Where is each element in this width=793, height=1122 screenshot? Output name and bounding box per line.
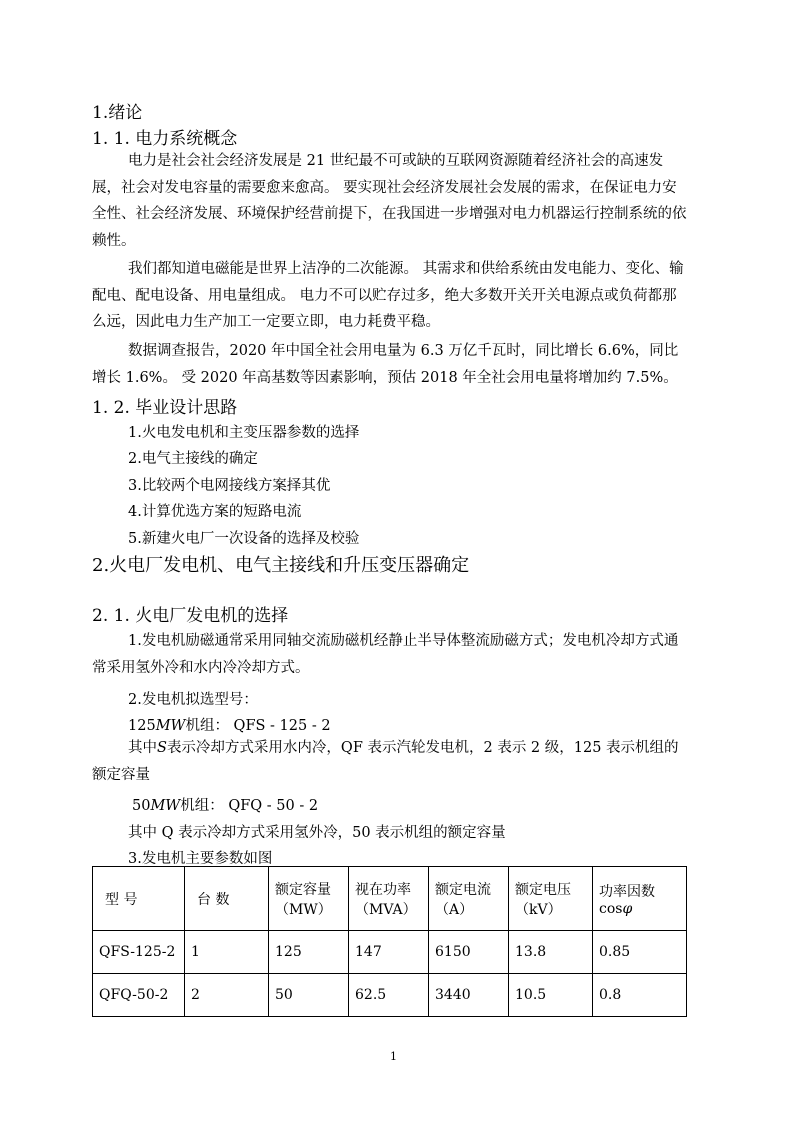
- paragraph-3: 数据调查报告，2020 年中国全社会用电量为 6.3 万亿千瓦时，同比增长 6.6%，同比增长 1.6%。 受 2020 年高基数等因素影响，预估 2018 年全社会用电量将增加约 7.5%。: [92, 343, 679, 386]
- section-2-title: 2.火电厂发电机、电气主接线和升压变压器确定: [92, 555, 470, 576]
- model-1-capacity: 125: [128, 718, 156, 734]
- list-item: 4.计算优选方案的短路电流: [128, 504, 302, 520]
- paragraph-5: 2.发电机拟选型号：: [128, 692, 258, 708]
- list-item: 5.新建火电厂一次设备的选择及校验: [128, 531, 360, 547]
- model-1-text: 机组： QFS - 125 - 2: [185, 718, 331, 734]
- page-number: 1: [390, 1050, 397, 1063]
- paragraph-6: [92, 735, 692, 788]
- phi-symbol: φ: [622, 900, 633, 917]
- header-rated-current-unit: （A）: [435, 901, 474, 918]
- list-item: 3.比较两个电网接线方案择其优: [128, 478, 331, 494]
- model-2-text: 机组： QFQ - 50 - 2: [180, 798, 319, 814]
- table-cell: 125: [269, 931, 349, 974]
- table-cell: 6150: [429, 931, 509, 974]
- header-rated-current: [429, 867, 509, 931]
- header-model: [93, 867, 185, 931]
- table-row: [93, 974, 687, 1017]
- table-cell: 50: [269, 974, 349, 1017]
- paragraph-8: 3.发电机主要参数如图: [128, 851, 273, 867]
- generator-params-table: [92, 866, 687, 1017]
- paragraph-1: 电力是社会社会经济发展是 21 世纪最不可或缺的互联网资源随着经济社会的高速发展，社会对发电容量的需要愈来愈高。 要实现社会经济发展社会发展的需求，在保证电力安全性、社会经济发展、环境保护经营前提下，在我国进一步增强对电力机器运行控制系统的依赖性。: [92, 153, 687, 249]
- table-row: [93, 931, 687, 974]
- table-cell: QFS-125-2: [93, 931, 185, 974]
- header-rated-voltage-unit: （kV）: [515, 901, 562, 918]
- model-2-unit: MW: [150, 798, 181, 814]
- table-cell: 0.8: [593, 974, 687, 1017]
- paragraph-7: 其中 Q 表示冷却方式采用氢外冷，50 表示机组的额定容量: [128, 825, 506, 841]
- model-1-unit: MW: [155, 718, 186, 734]
- header-rated-voltage: [509, 867, 593, 931]
- table-cell: 13.8: [509, 931, 593, 974]
- section-1-2-title: 1. 2. 毕业设计思路: [92, 398, 238, 418]
- header-rated-capacity-label: 额定容量: [275, 881, 331, 898]
- model-line-1: [128, 714, 331, 735]
- header-model-label: 型 号: [105, 891, 138, 908]
- header-rated-current-label: 额定电流: [435, 881, 491, 898]
- section-1-title: 1.绪论: [92, 103, 143, 123]
- paragraph-6-b: 表示冷却方式采用水内冷，QF 表示汽轮发电机，2 表示 2 级，125 表示机组的额定容量: [92, 740, 679, 783]
- table-cell: 147: [349, 931, 429, 974]
- list-item: 1.火电发电机和主变压器参数的选择: [128, 425, 360, 441]
- table-cell: 1: [185, 931, 269, 974]
- paragraph-4: 1.发电机励磁通常采用同轴交流励磁机经静止半导体整流励磁方式；发电机冷却方式通常采用氢外冷和水内冷冷却方式。: [92, 633, 679, 676]
- header-rated-capacity-unit: （MW）: [275, 901, 332, 918]
- header-rated-capacity: [269, 867, 349, 931]
- model-2-capacity: 50: [132, 798, 151, 814]
- table-cell: 0.85: [593, 931, 687, 974]
- paragraph-6-symbol: S: [157, 740, 167, 756]
- section-1-1-title: 1. 1. 电力系统概念: [92, 129, 238, 149]
- table-header-row: [93, 867, 687, 931]
- table-cell: 62.5: [349, 974, 429, 1017]
- header-apparent-power-label: 视在功率: [355, 881, 411, 898]
- header-count-label: 台 数: [197, 891, 230, 908]
- header-apparent-power: [349, 867, 429, 931]
- section-2-1-title: 2. 1. 火电厂发电机的选择: [92, 606, 289, 626]
- table-cell: 10.5: [509, 974, 593, 1017]
- list-item: 2.电气主接线的确定: [128, 451, 258, 467]
- cos-label: cos: [599, 900, 623, 917]
- paragraph-6-a: 其中: [128, 740, 157, 756]
- header-power-factor-symbol: [599, 901, 686, 917]
- table-cell: 3440: [429, 974, 509, 1017]
- model-line-2: [132, 794, 318, 815]
- paragraph-2: 我们都知道电磁能是世界上洁净的二次能源。 其需求和供给系统由发电能力、变化、输配电、配电设备、用电量组成。 电力不可以贮存过多，绝大多数开关开关电源点或负荷都那么远，因此电力生产加工一定要立即，电力耗费平稳。: [92, 261, 684, 330]
- header-power-factor-label: 功率因数: [599, 883, 655, 900]
- header-power-factor: [593, 867, 687, 931]
- header-count: [185, 867, 269, 931]
- table-cell: QFQ-50-2: [93, 974, 185, 1017]
- table-cell: 2: [185, 974, 269, 1017]
- header-apparent-power-unit: （MVA）: [355, 901, 417, 918]
- header-rated-voltage-label: 额定电压: [515, 881, 571, 898]
